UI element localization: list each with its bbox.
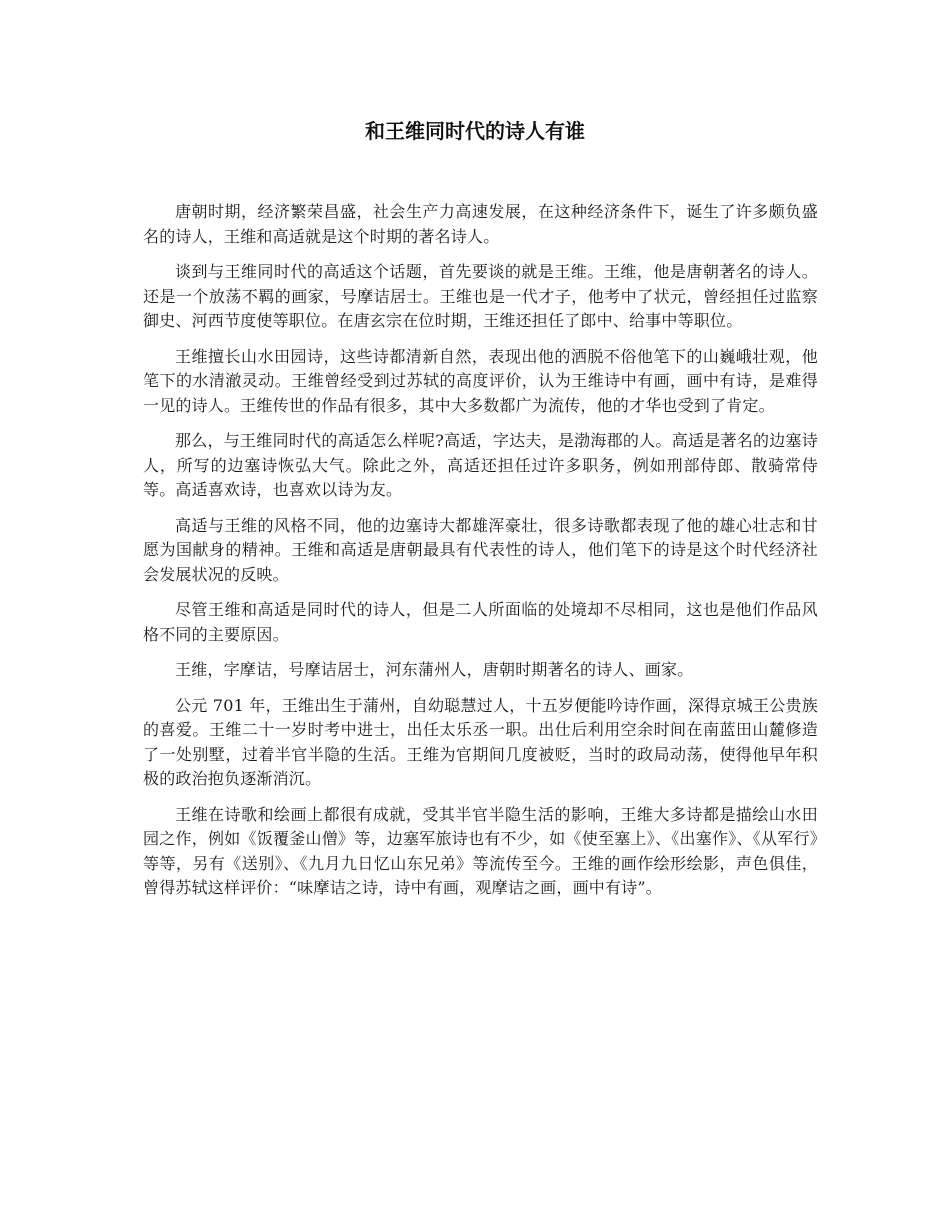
paragraph-4: 那么，与王维同时代的高适怎么样呢?高适，字达夫，是渤海郡的人。高适是著名的边塞诗人，所写的边塞诗恢弘大气。除此之外，高适还担任过许多职务，例如刑部侍郎、散骑常侍等。高适喜欢诗，也喜欢以诗为友。 [143, 431, 818, 499]
paragraph-7: 王维，字摩诘，号摩诘居士，河东蒲州人，唐朝时期著名的诗人、画家。 [175, 660, 694, 679]
paragraph-3: 王维擅长山水田园诗，这些诗都清新自然，表现出他的洒脱不俗他笔下的山巍峨壮观，他笔下的水清澈灵动。王维曾经受到过苏轼的高度评价，认为王维诗中有画，画中有诗，是难得一见的诗人。王维传世的作品有很多，其中大多数都广为流传，他的才华也受到了肯定。 [143, 346, 818, 415]
paragraph-2: 谈到与王维同时代的高适这个话题，首先要谈的就是王维。王维，他是唐朝著名的诗人。还是一个放荡不羁的画家，号摩诘居士。王维也是一代才子，他考中了状元，曾经担任过监察御史、河西节度使等职位。在唐玄宗在位时期，王维还担任了郎中、给事中等职位。 [143, 262, 818, 330]
paragraph-1: 唐朝时期，经济繁荣昌盛，社会生产力高速发展，在这种经济条件下，诞生了许多颇负盛名的诗人，王维和高适就是这个时期的著名诗人。 [143, 202, 818, 246]
paragraph-6: 尽管王维和高适是同时代的诗人，但是二人所面临的处境却不尽相同，这也是他们作品风格不同的主要原因。 [143, 600, 818, 644]
document-title: 和王维同时代的诗人有谁 [365, 119, 585, 143]
paragraph-8: 公元 701 年，王维出生于蒲州，自幼聪慧过人，十五岁便能吟诗作画，深得京城王公贵族的喜爱。王维二十一岁时考中进士，出任太乐丞一职。出仕后利用空余时间在南蓝田山麓修造了一处别墅，过着半官半隐的生活。王维为官期间几度被贬，当时的政局动荡，使得他早年积极的政治抱负逐渐消沉。 [143, 695, 818, 788]
paragraph-5: 高适与王维的风格不同，他的边塞诗大都雄浑豪壮，很多诗歌都表现了他的雄心壮志和甘愿为国献身的精神。王维和高适是唐朝最具有代表性的诗人，他们笔下的诗是这个时代经济社会发展状况的反映。 [143, 515, 818, 584]
document-body [143, 200, 818, 912]
paragraph-9: 王维在诗歌和绘画上都很有成就，受其半官半隐生活的影响，王维大多诗都是描绘山水田园之作，例如《饭覆釜山僧》等，边塞军旅诗也有不少，如《使至塞上》、《出塞作》、《从军行》等等，另有《送别》、《九月九日忆山东兄弟》等流传至今。王维的画作绘形绘影，声色俱佳，曾得苏轼这样评价：“味摩诘之诗，诗中有画，观摩诘之画，画中有诗”。 [143, 804, 818, 897]
